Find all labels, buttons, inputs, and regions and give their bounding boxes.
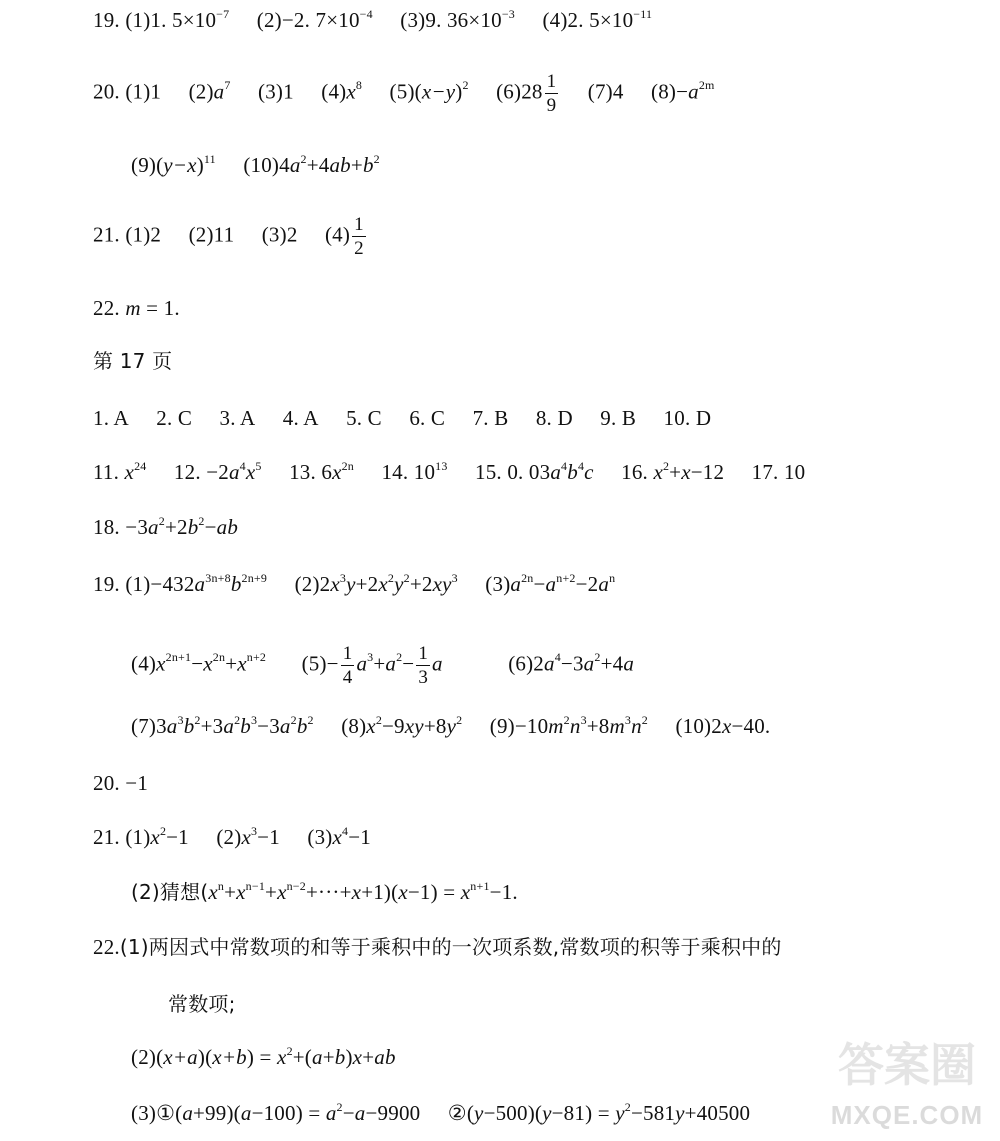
q19-line1: 19. $(1)-432a^{3n+8}b^{2n+9}$ $(2)2x^3y+2x^2y^2+2xy^3$ $(3)a^{2n}-a^{n+2}-2a^n$ — [93, 571, 616, 596]
mc-item: 1. A — [93, 406, 129, 430]
mc-item: 6. C — [409, 406, 446, 430]
q20-line1: 20. (1)1 $(2)a^7$ (3)1 $(4)x^8$ $(5)(x-y)^2$ (6)28 $\frac{1}{9}$ (7)4 $(8)-a^{2m}$ — [93, 71, 715, 116]
q22-line2: 常数项; — [168, 992, 236, 1016]
watermark-logo — [822, 1025, 992, 1135]
q19-first: 19. (1)1. $5\times 10^{-7}$ (2)−2. $7\times 10^{-4}$ (3)9. $36\times 10^{-3}$ (4)2. $5\times 10^{-11}$ — [93, 7, 653, 32]
mc-item: 2. C — [156, 406, 193, 430]
section-title: 第 17 页 — [93, 349, 173, 373]
q21-line2: (2)猜想$(x^n+x^{n-1}+x^{n-2}+\cdot\cdot\cdot+x+1)(x-1) = x^{n+1}-1$. — [131, 879, 518, 904]
q22-line3: $(2)(x+a)(x+b) = x^2+(a+b)x+ab$ — [131, 1044, 396, 1069]
mc-item: 8. D — [535, 406, 573, 430]
q11-17: 11. $x^{24}$ 12. $-2a^4x^5$ 13. $6x^{2n}$ 14. $10^{13}$ 15. 0. $03a^4b^4c$ 16. $x^2+x-12$ 17. 10 — [93, 459, 806, 484]
fraction-one-half: $\frac{1}{2}$ — [354, 214, 364, 259]
mc-item: 9. B — [600, 406, 637, 430]
fraction-one-third: $\frac{1}{3}$ — [418, 643, 429, 688]
q22-first: 22. m = 1. — [93, 296, 180, 320]
q19-line3: $(7)3a^3b^2+3a^2b^3-3a^2b^2$ $(8)x^2-9xy+8y^2$ $(9)-10m^2n^3+8m^3n^2$ (10)2x−40. — [131, 713, 771, 738]
q20-line2: $(9)(y-x)^{11}$ $(10)4a^2+4ab+b^2$ — [131, 152, 380, 177]
q21-line1: 21. $(1)x^2-1$ $(2)x^3-1$ $(3)x^4-1$ — [93, 824, 371, 849]
q21-first: 21. (1)2 (2)11 (3)2 (4) $\frac{1}{2}$ — [93, 214, 364, 259]
fraction-one-ninth: $\frac{1}{9}$ — [546, 71, 557, 116]
watermark-cn: 答案圈 — [838, 1038, 976, 1092]
mc-item: 5. C — [346, 406, 382, 430]
q18: 18. $-3a^2+2b^2-ab$ — [93, 514, 239, 539]
fraction-one-quarter: $\frac{1}{4}$ — [342, 643, 353, 688]
q22-line1: 22.(1)两因式中常数项的和等于乘积中的一次项系数,常数项的积等于乘积中的 — [93, 935, 782, 959]
q20-second: 20. −1 — [93, 771, 149, 795]
q19-line2: $(4)x^{2n+1}-x^{2n}+x^{n+2}$ (5)− $\frac{1}{4}$ $a^3+a^2-$ $\frac{1}{3}$ a $(6)2a^4-3a^2+4a$ — [131, 643, 635, 688]
mc-answers — [93, 408, 711, 429]
mc-item: 3. A — [219, 406, 256, 430]
mc-item: 7. B — [472, 406, 509, 430]
watermark-url: MXQE.COM — [830, 1100, 984, 1130]
mc-item: 10. D — [663, 406, 712, 430]
q22-line4: (3)①(a+99)(a−100) = $a^2-a-9900$ ②(y−500)(y−81) = $y^2-581y+40500$ — [131, 1100, 751, 1125]
mc-item: 4. A — [282, 406, 319, 430]
